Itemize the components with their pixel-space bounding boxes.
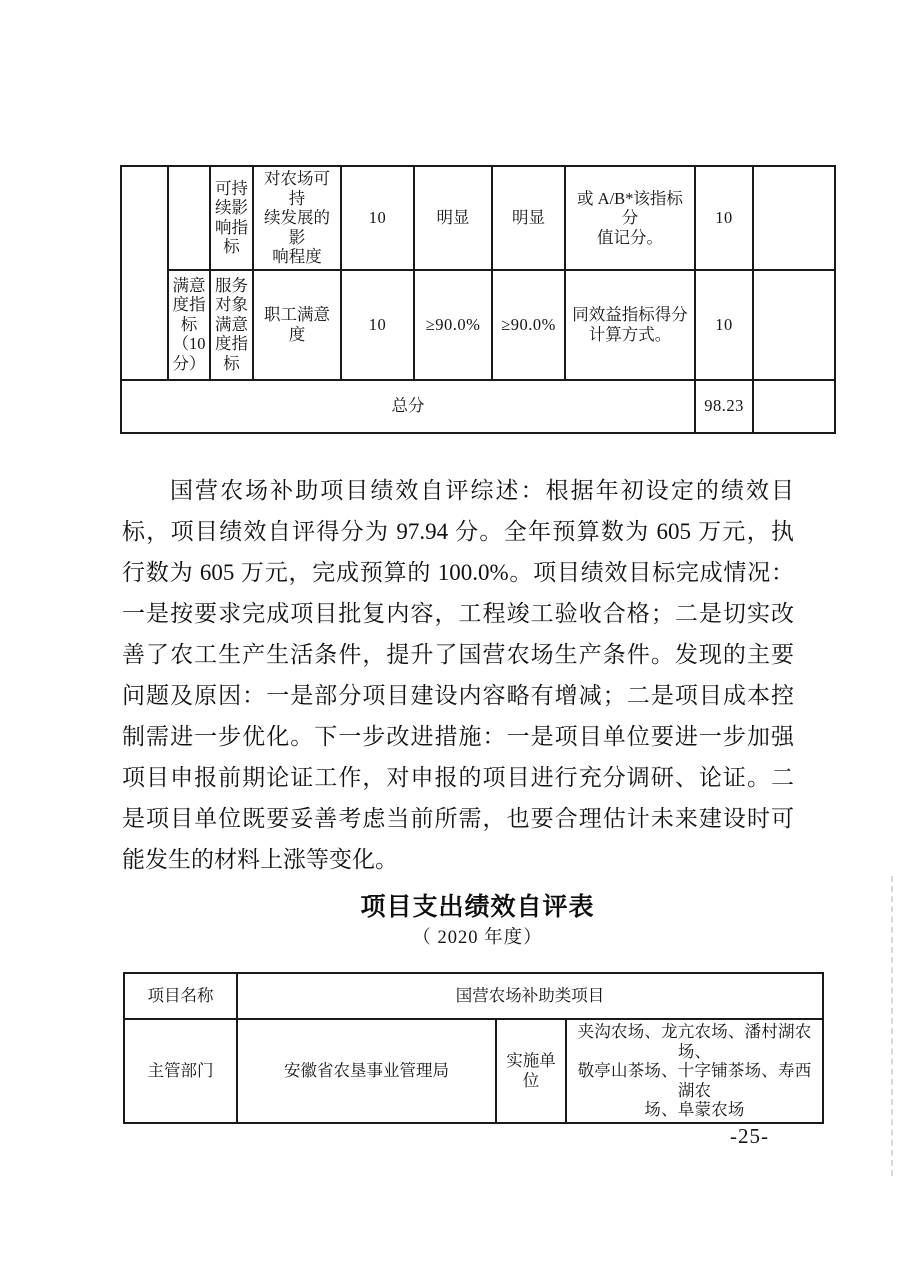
remark-cell-empty bbox=[753, 166, 835, 270]
indicator-group-line: 服务 bbox=[215, 275, 248, 295]
scoring-method-line: 或 A/B*该指标分 bbox=[577, 188, 683, 227]
indicator-group-line: 标 bbox=[223, 237, 240, 257]
total-score-cell: 98.23 bbox=[695, 380, 753, 433]
summary-line: 能发生的材料上涨等变化。 bbox=[122, 847, 398, 872]
score-table bbox=[120, 165, 836, 434]
form-year: （ 2020 年度） bbox=[412, 928, 543, 948]
indicator-group-line: 可持 bbox=[215, 178, 248, 198]
impl-unit-line: 场、阜蒙农场 bbox=[644, 1100, 745, 1119]
indicator-group-cell bbox=[210, 270, 253, 380]
scan-edge-artifact bbox=[891, 876, 893, 1176]
indicator-line: 响程度 bbox=[272, 247, 322, 266]
score-cell: 10 bbox=[695, 270, 753, 380]
summary-line: 项目申报前期论证工作，对申报的项目进行充分调研、论证。二 bbox=[122, 765, 794, 790]
scoring-method-cell bbox=[565, 270, 695, 380]
indicator-cell bbox=[253, 166, 341, 270]
category-line: （10 bbox=[172, 334, 206, 354]
actual-cell: ≥90.0% bbox=[492, 270, 565, 380]
scoring-method-line: 计算方式。 bbox=[588, 324, 672, 344]
project-info-table bbox=[123, 972, 824, 1124]
impl-unit-line: 夹沟农场、龙亢农场、潘村湖农场、 bbox=[577, 1022, 812, 1061]
indicator-group-cell bbox=[210, 166, 253, 270]
summary-line: 一是按要求完成项目批复内容，工程竣工验收合格；二是切实改 bbox=[122, 601, 794, 626]
summary-line: 制需进一步优化。下一步改进措施：一是项目单位要进一步加强 bbox=[122, 724, 794, 749]
summary-line: 善了农工生产生活条件，提升了国营农场生产条件。发现的主要 bbox=[122, 642, 794, 667]
indicator-group-line: 响指 bbox=[215, 217, 248, 237]
score-cell: 10 bbox=[695, 166, 753, 270]
scoring-method-line: 同效益指标得分 bbox=[572, 305, 688, 324]
indicator-group-line: 满意 bbox=[215, 314, 248, 334]
impl-unit-line: 敬亭山茶场、十字铺茶场、寿西湖农 bbox=[577, 1061, 812, 1100]
target-cell: 明显 bbox=[414, 166, 492, 270]
form-title: 项目支出绩效自评表 bbox=[360, 893, 595, 921]
page-number: -25- bbox=[730, 1124, 769, 1148]
actual-cell: 明显 bbox=[492, 166, 565, 270]
weight-cell: 10 bbox=[341, 166, 414, 270]
summary-line: 行数为 605 万元，完成预算的 100.0%。项目绩效目标完成情况： bbox=[122, 560, 794, 585]
category-line: 分） bbox=[172, 353, 206, 373]
total-label-cell: 总分 bbox=[121, 380, 695, 433]
project-name-label-cell: 项目名称 bbox=[124, 973, 237, 1019]
scoring-method-cell bbox=[565, 166, 695, 270]
category-cell-empty bbox=[121, 166, 168, 380]
indicator-group-line: 度指 bbox=[215, 334, 248, 354]
category-line: 度指 bbox=[172, 295, 206, 315]
target-cell: ≥90.0% bbox=[414, 270, 492, 380]
table-row bbox=[121, 270, 835, 380]
scoring-method-line: 值记分。 bbox=[597, 227, 663, 247]
group-cell-empty bbox=[168, 166, 210, 270]
remark-cell-empty bbox=[753, 270, 835, 380]
weight-cell: 10 bbox=[341, 270, 414, 380]
table-row bbox=[124, 973, 823, 1019]
impl-unit-label-cell: 实施单位 bbox=[496, 1019, 566, 1123]
category-line: 满意 bbox=[172, 275, 206, 295]
indicator-line: 续发展的影 bbox=[264, 208, 330, 247]
dept-value-cell: 安徽省农垦事业管理局 bbox=[237, 1019, 496, 1123]
dept-label-cell: 主管部门 bbox=[124, 1019, 237, 1123]
summary-line: 标，项目绩效自评得分为 97.94 分。全年预算数为 605 万元，执 bbox=[122, 519, 794, 544]
summary-line: 问题及原因：一是部分项目建设内容略有增减；二是项目成本控 bbox=[122, 683, 794, 708]
indicator-group-line: 标 bbox=[223, 353, 240, 373]
table-row bbox=[124, 1019, 823, 1123]
total-remark-cell-empty bbox=[753, 380, 835, 433]
indicator-group-line: 对象 bbox=[215, 295, 248, 315]
self-evaluation-summary bbox=[122, 470, 794, 880]
indicator-group-line: 续影 bbox=[215, 198, 248, 218]
indicator-cell: 职工满意度 bbox=[253, 270, 341, 380]
total-row bbox=[121, 380, 835, 433]
category-line: 标 bbox=[180, 314, 198, 334]
category-cell bbox=[168, 270, 210, 380]
table-row bbox=[121, 166, 835, 270]
impl-unit-value-cell bbox=[566, 1019, 823, 1123]
summary-line: 国营农场补助项目绩效自评综述：根据年初设定的绩效目 bbox=[170, 478, 794, 503]
summary-line: 是项目单位既要妥善考虑当前所需，也要合理估计未来建设时可 bbox=[122, 806, 794, 831]
indicator-line: 对农场可持 bbox=[264, 169, 330, 208]
project-name-value-cell: 国营农场补助类项目 bbox=[237, 973, 823, 1019]
